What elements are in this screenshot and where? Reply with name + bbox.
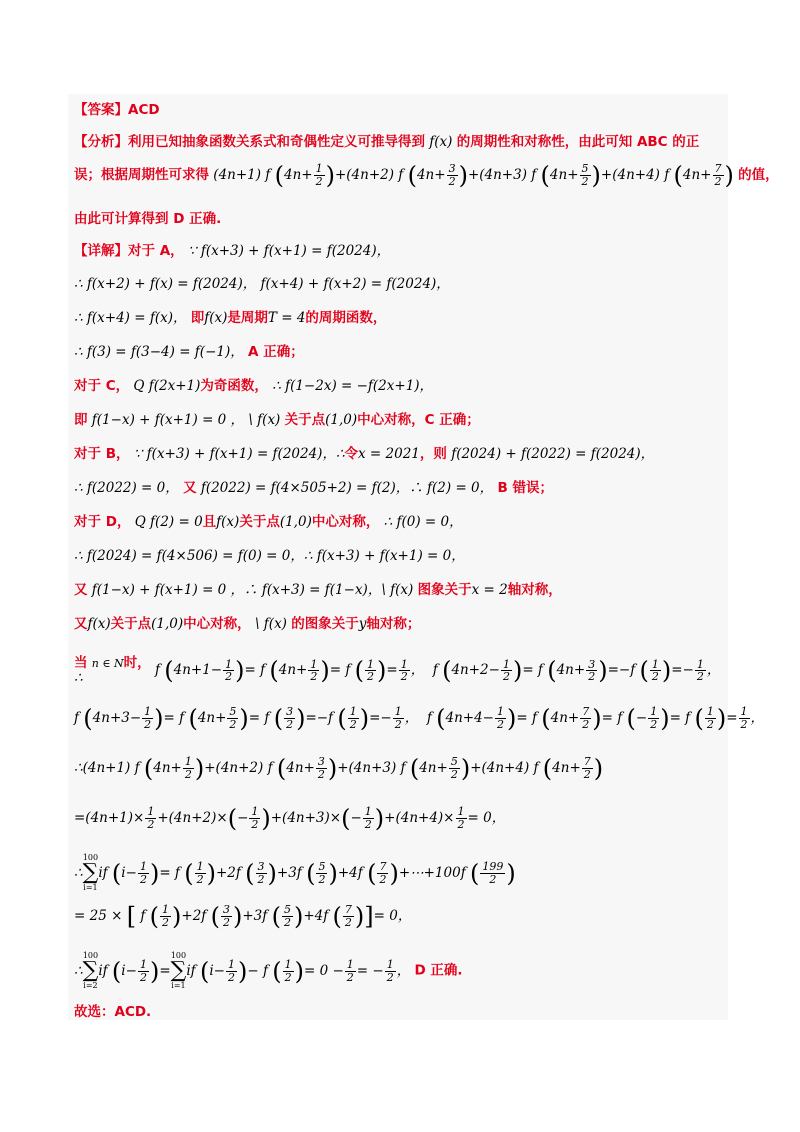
detail-line-b1 — [74, 442, 654, 462]
eq-a1: ∵ f(x+3) + f(x+1) = f(2024)， — [187, 243, 391, 259]
analysis-line-1 — [74, 130, 699, 150]
detail-line-d6 — [74, 706, 764, 731]
text-let: 令 — [344, 446, 359, 462]
text-axis-sym-2: 轴对称； — [366, 616, 421, 632]
d9-expression: ∴ 100 ∑ i=1 if (i− $\frac{1}{2}$ )= f ( $\frac{1}{2}$ )+2f ( $\frac{3}{2}$ )+3f ( $\frac{5}{2}$ )+4f ( $\frac{7}{2}$ )+⋯+100f ( $\frac{199}{2}$ ) — [74, 853, 516, 892]
text-and: 且 — [202, 514, 217, 530]
text-ji: 即 — [190, 310, 205, 326]
c-correct: 中心对称，C 正确； — [357, 412, 480, 428]
answer-value: ACD — [128, 102, 160, 118]
d10-expression: [ f ( $\frac{1}{2}$ )+2f ( $\frac{3}{2}$ )+3f ( $\frac{5}{2}$ )+4f ( $\frac{7}{2}$ )]= 0， — [126, 902, 412, 931]
text-about-point-3: 关于点 — [110, 616, 152, 632]
c-q: Q f(2x+1) — [133, 378, 201, 394]
d8-expression: =(4n+1)× $\frac{1}{2}$ +(4n+2)×(− $\frac{1}{2}$ )+(4n+3)×(− $\frac{1}{2}$ )+(4n+4)× $\frac{1}{2}$ = 0， — [74, 804, 506, 833]
therefore-symbol: ∴ — [74, 669, 83, 686]
detail-line-d8 — [74, 806, 505, 831]
fx-2: f(x) — [216, 514, 240, 530]
b2-eq2: f(2022) = f(4×505+2) = f(2)，∴ f(2) = 0， — [200, 480, 494, 496]
text-about-point-2: 关于点 — [239, 514, 280, 530]
detail-line-d1 — [74, 510, 463, 530]
detail-line-a2 — [74, 272, 450, 292]
analysis-label: 【分析】 — [74, 134, 128, 150]
analysis-expression: (4n+1) f (4n+ $\frac{1}{2}$ )+(4n+2) f (4n+ $\frac{3}{2}$ )+(4n+3) f (4n+ $\frac{5}{2}$ )+(4n+4) f (4n+ $\frac{7}{2}$ ) — [213, 161, 734, 190]
text-you-3: 又 — [74, 616, 88, 632]
d-eq: Q f(2) = 0 — [134, 514, 203, 530]
text-graph-about-2: 的图象关于 — [291, 616, 359, 632]
detail-line-d10 — [74, 904, 411, 929]
analysis-fx: f(x) — [429, 134, 453, 150]
d3-x: x = 2 — [471, 582, 508, 598]
detail-line-d9 — [74, 854, 516, 892]
text-center-sym: 中心对称， — [311, 514, 380, 530]
detail-a: 对于 A， — [128, 243, 184, 259]
d4-eq: \ f(x) — [254, 616, 287, 632]
eq-a3: ∴ f(x+4) = f(x)， — [74, 310, 187, 326]
d3-eq: f(1−x) + f(x+1) = 0 ，∴ f(x+3) = f(1−x)，\ f(x) — [91, 582, 414, 598]
eq-a4: ∴ f(3) = f(3−4) = f(−1)， — [74, 344, 244, 360]
b-eq2: f(2024) + f(2022) = f(2024)， — [451, 446, 655, 462]
d4-y: y — [358, 616, 367, 632]
detail-line-d7 — [74, 754, 604, 783]
detail-label: 【详解】 — [74, 243, 128, 259]
b2-eq: ∴ f(2022) = 0， — [74, 480, 179, 496]
fx: f(x) — [204, 310, 228, 326]
answer-line — [74, 98, 160, 118]
b-x: x = 2021 — [358, 446, 420, 462]
d-correct: D 正确. — [414, 962, 463, 979]
detail-line-c2 — [74, 408, 480, 428]
d7-expression: ∴(4n+1) f (4n+ $\frac{1}{2}$ )+(4n+2) f (4n+ $\frac{3}{2}$ )+(4n+3) f (4n+ $\frac{5}{2}$ )+(4n+4) f (4n+ $\frac{7}{2}$ ) — [74, 754, 604, 783]
period-T: T = 4 — [267, 310, 306, 326]
n-in-N: n ∈ N — [91, 657, 124, 670]
c2-eq: f(1−x) + f(x+1) = 0 ， \ f(x) — [91, 412, 281, 428]
detail-line-a3 — [74, 306, 386, 326]
detail-line-a4 — [74, 340, 304, 360]
analysis-text-2: 的周期性和对称性，由此可知 ABC 的正 — [456, 134, 700, 150]
b-eq: ∵ f(x+3) + f(x+1) = f(2024)，∴ — [133, 446, 345, 462]
text-axis-sym: 轴对称， — [507, 582, 562, 598]
detail-line-d5 — [74, 656, 720, 686]
c-odd: 为奇函数， — [200, 378, 268, 394]
c-eq: ∴ f(1−2x) = −f(2x+1)， — [272, 378, 434, 394]
detail-line-d2 — [74, 544, 465, 564]
d5-expression: f (4n+1− $\frac{1}{2}$ )= f (4n+ $\frac{1}{2}$ )= f ( $\frac{1}{2}$ )= $\frac{1}{2}$ ， f (4n+2− $\frac{1}{2}$ )= f (4n+ $\frac{3}{2}$ )=−f ( $\frac{1}{2}$ )=− $\frac{1}{2}$ ， — [154, 656, 721, 685]
b-label: 对于 B， — [74, 446, 130, 462]
b-wrong: B 错误； — [497, 480, 553, 496]
analysis-text-1: 利用已知抽象函数关系式和奇偶性定义可推导得到 — [128, 134, 425, 150]
detail-line-b2 — [74, 476, 553, 496]
d-eq2: ∴ f(0) = 0， — [383, 514, 463, 530]
text-graph-about: 图象关于 — [417, 582, 472, 598]
detail-line-d11 — [74, 952, 463, 990]
detail-line-a1 — [74, 239, 390, 259]
d10-prefix: = 25 × — [74, 908, 123, 924]
d6-expression: f (4n+3− $\frac{1}{2}$ )= f (4n+ $\frac{5}{2}$ )= f ( $\frac{3}{2}$ )=−f ( $\frac{1}{2}$ )=− $\frac{1}{2}$ ， f (4n+4− $\frac{1}{2}$ )= f (4n+ $\frac{7}{2}$ )= f (− $\frac{1}{2}$ )= f ( $\frac{1}{2}$ )= $\frac{1}{2}$ ， — [74, 704, 765, 733]
text-dang: 当 — [74, 655, 88, 671]
a-correct: A 正确； — [248, 344, 304, 360]
analysis-line-2 — [74, 163, 779, 188]
text-then: ，则 — [419, 446, 447, 462]
detail-line-d4 — [74, 612, 420, 632]
c-label: 对于 C， — [74, 378, 130, 394]
d2-eq: ∴ f(2024) = f(4×506) = f(0) = 0，∴ f(x+3) + f(x+1) = 0， — [74, 548, 465, 564]
text-period: 是周期 — [227, 310, 268, 326]
analysis-text-5: 由此可计算得到 D 正确. — [74, 211, 222, 227]
point-2: (1,0) — [279, 514, 312, 530]
text-you: 又 — [183, 480, 197, 496]
point-3: (1,0) — [151, 616, 184, 632]
final-answer: 故选：ACD. — [74, 1004, 152, 1020]
text-ji-2: 即 — [74, 412, 88, 428]
eq-a2: ∴ f(x+2) + f(x) = f(2024)， f(x+4) + f(x+2) = f(2024)， — [74, 276, 450, 292]
final-line — [74, 1000, 151, 1020]
detail-line-c1 — [74, 374, 433, 394]
fx-3: f(x) — [87, 616, 111, 632]
d-label: 对于 D， — [74, 514, 131, 530]
analysis-line-3 — [74, 207, 221, 227]
text-shi: 时， — [123, 655, 151, 671]
text-periodic-fn: 的周期函数， — [305, 310, 387, 326]
d11-expression: ∴ 100 ∑ i=2 if (i− $\frac{1}{2}$ )= 100 ∑ i=1 if (i− $\frac{1}{2}$ )− f ( $\frac{1}{2}$ )= 0 − $\frac{1}{2}$ = − $\frac{1}{2}$ ， — [74, 951, 411, 990]
dang-block — [74, 656, 151, 686]
detail-line-d3 — [74, 578, 562, 598]
analysis-text-4: 的值， — [738, 167, 779, 183]
text-center-sym-2: 中心对称， — [183, 616, 251, 632]
answer-label: 【答案】 — [74, 102, 128, 118]
point: (1,0) — [325, 412, 358, 428]
text-about-point: 关于点 — [284, 412, 326, 428]
text-you-2: 又 — [74, 582, 88, 598]
analysis-text-3: 误；根据周期性可求得 — [74, 167, 209, 183]
